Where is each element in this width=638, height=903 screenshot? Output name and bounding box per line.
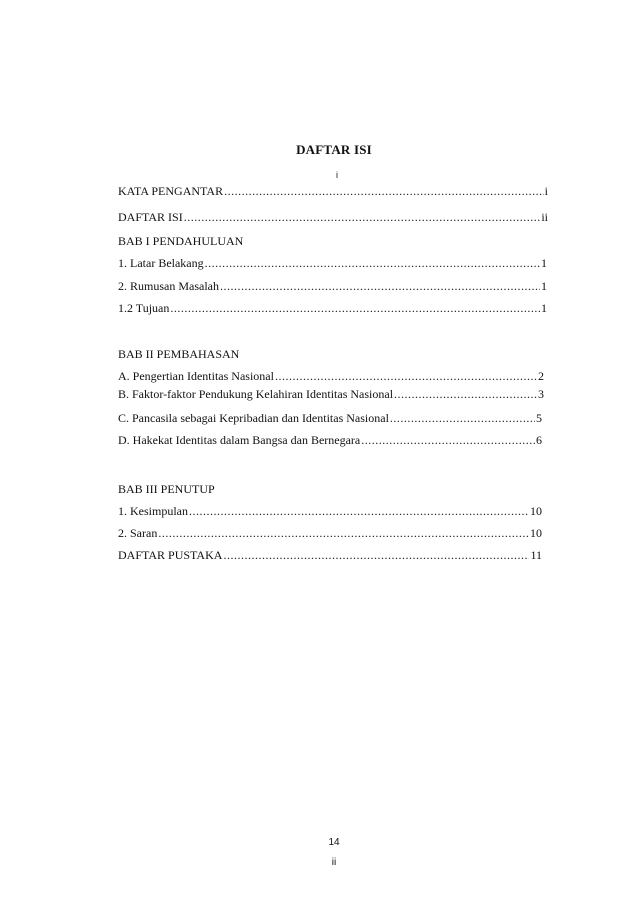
toc-entry-page: 2	[538, 369, 544, 383]
toc-entry-page: ii	[541, 210, 548, 224]
toc-entry-daftar-isi[interactable]	[118, 209, 548, 225]
toc-entry-page: 1	[541, 279, 547, 293]
section-heading-bab-3: BAB III PENUTUP	[118, 482, 215, 496]
toc-entry-pengertian[interactable]	[118, 368, 544, 384]
toc-entry-latar-belakang[interactable]	[118, 255, 547, 271]
toc-entry-saran[interactable]	[118, 525, 542, 541]
dot-leader	[224, 183, 544, 199]
footer-page-number: 14	[328, 837, 340, 848]
toc-entry-page: 6	[536, 433, 542, 447]
toc-entry-label: B. Faktor-faktor Pendukung Kelahiran Identitas Nasional	[118, 387, 394, 401]
toc-entry-label: 1.2 Tujuan	[118, 301, 170, 315]
page-title: DAFTAR ISI	[296, 142, 372, 157]
toc-entry-page: 10	[530, 504, 542, 518]
section-heading-bab-1: BAB I PENDAHULUAN	[118, 234, 244, 248]
toc-entry-label: KATA PENGANTAR	[118, 184, 224, 198]
section-heading-bab-2: BAB II PEMBAHASAN	[118, 347, 240, 361]
toc-entry-label: 2. Rumusan Masalah	[118, 279, 219, 293]
toc-entry-page: 1	[541, 301, 547, 315]
toc-entry-page: 10	[530, 526, 542, 540]
dot-leader	[390, 410, 535, 426]
dot-leader	[158, 525, 529, 541]
toc-entry-faktor-pendukung[interactable]	[118, 386, 544, 402]
dot-leader	[170, 300, 540, 316]
toc-entry-rumusan-masalah[interactable]	[118, 278, 547, 294]
toc-entry-page: 5	[536, 411, 542, 425]
footer-page-numeral: ii	[331, 857, 337, 868]
dot-leader	[394, 386, 537, 402]
dot-leader	[361, 432, 535, 448]
toc-entry-label: C. Pancasila sebagai Kepribadian dan Identitas Nasional	[118, 411, 389, 425]
toc-entry-label: DAFTAR PUSTAKA	[118, 548, 223, 562]
title-page-numeral: i	[336, 170, 338, 180]
dot-leader	[205, 255, 540, 271]
toc-entry-label: 2. Saran	[118, 526, 158, 540]
dot-leader	[220, 278, 540, 294]
toc-entry-pancasila[interactable]	[118, 410, 542, 426]
toc-entry-page: 11	[530, 548, 542, 562]
toc-entry-label: 1. Latar Belakang	[118, 256, 204, 270]
dot-leader	[223, 547, 529, 563]
toc-entry-page: 1	[541, 256, 547, 270]
toc-entry-hakekat[interactable]	[118, 432, 542, 448]
toc-entry-label: 1. Kesimpulan	[118, 504, 188, 518]
dot-leader	[189, 503, 529, 519]
toc-entry-label: D. Hakekat Identitas dalam Bangsa dan Bernegara	[118, 433, 361, 447]
toc-entry-kesimpulan[interactable]	[118, 503, 542, 519]
toc-entry-page: 3	[538, 387, 544, 401]
toc-entry-page: i	[544, 184, 548, 198]
dot-leader	[184, 209, 541, 225]
dot-leader	[275, 368, 537, 384]
toc-entry-label: DAFTAR ISI	[118, 210, 183, 224]
toc-entry-kata-pengantar[interactable]	[118, 183, 548, 199]
toc-entry-label: A. Pengertian Identitas Nasional	[118, 369, 274, 383]
toc-entry-tujuan[interactable]	[118, 300, 547, 316]
toc-entry-daftar-pustaka[interactable]	[118, 547, 542, 563]
